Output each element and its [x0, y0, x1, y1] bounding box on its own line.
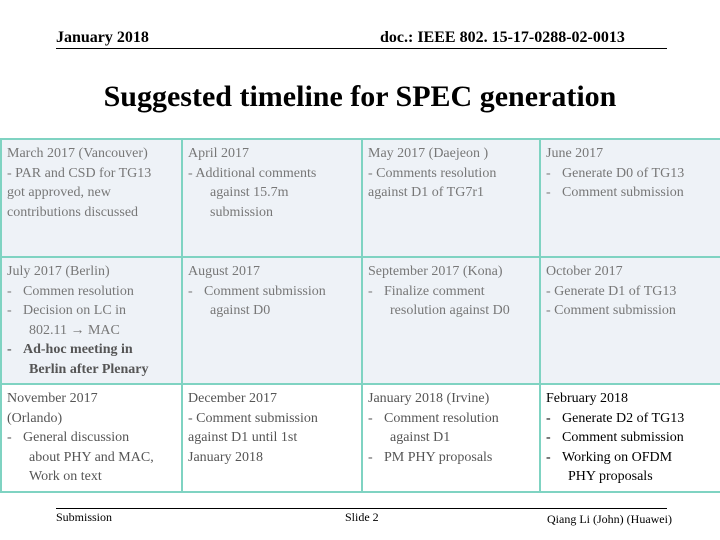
cell-text: 802.11 → MAC — [29, 322, 120, 338]
cell-text: - Comment submission — [546, 303, 676, 318]
cell-text: January 2018 — [188, 449, 264, 465]
cell-text: Work on text — [29, 469, 102, 484]
cell-text: against D1 — [390, 430, 451, 445]
cell-text: PHY proposals — [568, 469, 653, 484]
cell-heading: December 2017 — [188, 391, 278, 406]
cell-august-2017 — [182, 257, 362, 384]
header-rule — [56, 48, 667, 49]
cell-text: (Orlando) — [7, 410, 63, 426]
cell-february-2018 — [540, 384, 720, 492]
cell-text: - Generate D1 of TG13 — [546, 283, 677, 299]
cell-text: resolution against D0 — [390, 303, 510, 318]
cell-heading: April 2017 — [188, 146, 250, 161]
cell-bullet: - Comment submission — [188, 283, 326, 299]
cell-text: about PHY and MAC, — [29, 449, 154, 465]
cell-heading: August 2017 — [188, 264, 260, 279]
cell-bullet: - Generate D0 of TG13 — [546, 165, 685, 181]
cell-november-2017 — [1, 384, 182, 492]
footer-slide-number: Slide 2 — [345, 510, 379, 524]
slide-title: Suggested timeline for SPEC generation — [103, 80, 617, 113]
cell-text: submission — [210, 204, 274, 220]
cell-heading: September 2017 (Kona) — [368, 264, 503, 279]
header-doc-id: doc.: IEEE 802. 15-17-0288-02-0013 — [380, 29, 625, 46]
cell-bullet: - General discussion — [7, 430, 130, 445]
cell-heading: November 2017 — [7, 391, 98, 406]
cell-text: - Additional comments — [188, 165, 317, 181]
footer-rule — [56, 508, 667, 509]
cell-bullet: - Generate D2 of TG13 — [546, 410, 685, 426]
cell-bullet: - Working on OFDM — [546, 449, 673, 465]
cell-bullet: - Commen resolution — [7, 283, 134, 299]
header-date: January 2018 — [56, 29, 149, 46]
cell-bullet: - Comment submission — [546, 185, 684, 200]
cell-text: - Comment submission — [188, 410, 318, 426]
cell-bullet: - Finalize comment — [368, 283, 485, 299]
cell-bullet: - Decision on LC in — [7, 303, 127, 318]
cell-heading: July 2017 (Berlin) — [7, 264, 110, 279]
cell-text: against D0 — [210, 303, 271, 318]
cell-april-2017 — [182, 139, 362, 257]
cell-september-2017 — [362, 257, 540, 384]
cell-bullet: - Comment resolution — [368, 410, 499, 426]
cell-bullet: - Ad-hoc meeting in — [7, 342, 133, 357]
cell-heading: October 2017 — [546, 264, 623, 279]
cell-december-2017 — [182, 384, 362, 492]
cell-text: contributions discussed — [7, 204, 139, 220]
cell-may-2017 — [362, 139, 540, 257]
cell-heading: May 2017 (Daejeon ) — [368, 146, 489, 161]
cell-july-2017 — [1, 257, 182, 384]
cell-heading: March 2017 (Vancouver) — [7, 146, 148, 161]
cell-june-2017 — [540, 139, 720, 257]
cell-text: got approved, new — [7, 185, 111, 200]
cell-heading: February 2018 — [546, 391, 629, 406]
cell-text: Berlin after Plenary — [29, 361, 149, 377]
cell-text: against D1 until 1st — [188, 430, 298, 445]
timeline-table — [0, 138, 720, 493]
footer-author: Qiang Li (John) (Huawei) — [547, 512, 672, 526]
cell-bullet: - Comment submission — [546, 430, 684, 445]
cell-heading: June 2017 — [546, 146, 604, 161]
cell-january-2018 — [362, 384, 540, 492]
cell-text: against D1 of TG7r1 — [368, 185, 484, 200]
footer-submission: Submission — [56, 510, 113, 524]
cell-march-2017 — [1, 139, 182, 257]
cell-october-2017 — [540, 257, 720, 384]
cell-text: against 15.7m — [210, 185, 289, 200]
cell-text: - PAR and CSD for TG13 — [7, 165, 152, 181]
cell-bullet: - PM PHY proposals — [368, 449, 493, 465]
cell-heading: January 2018 (Irvine) — [368, 391, 490, 406]
cell-text: - Comments resolution — [368, 165, 497, 181]
